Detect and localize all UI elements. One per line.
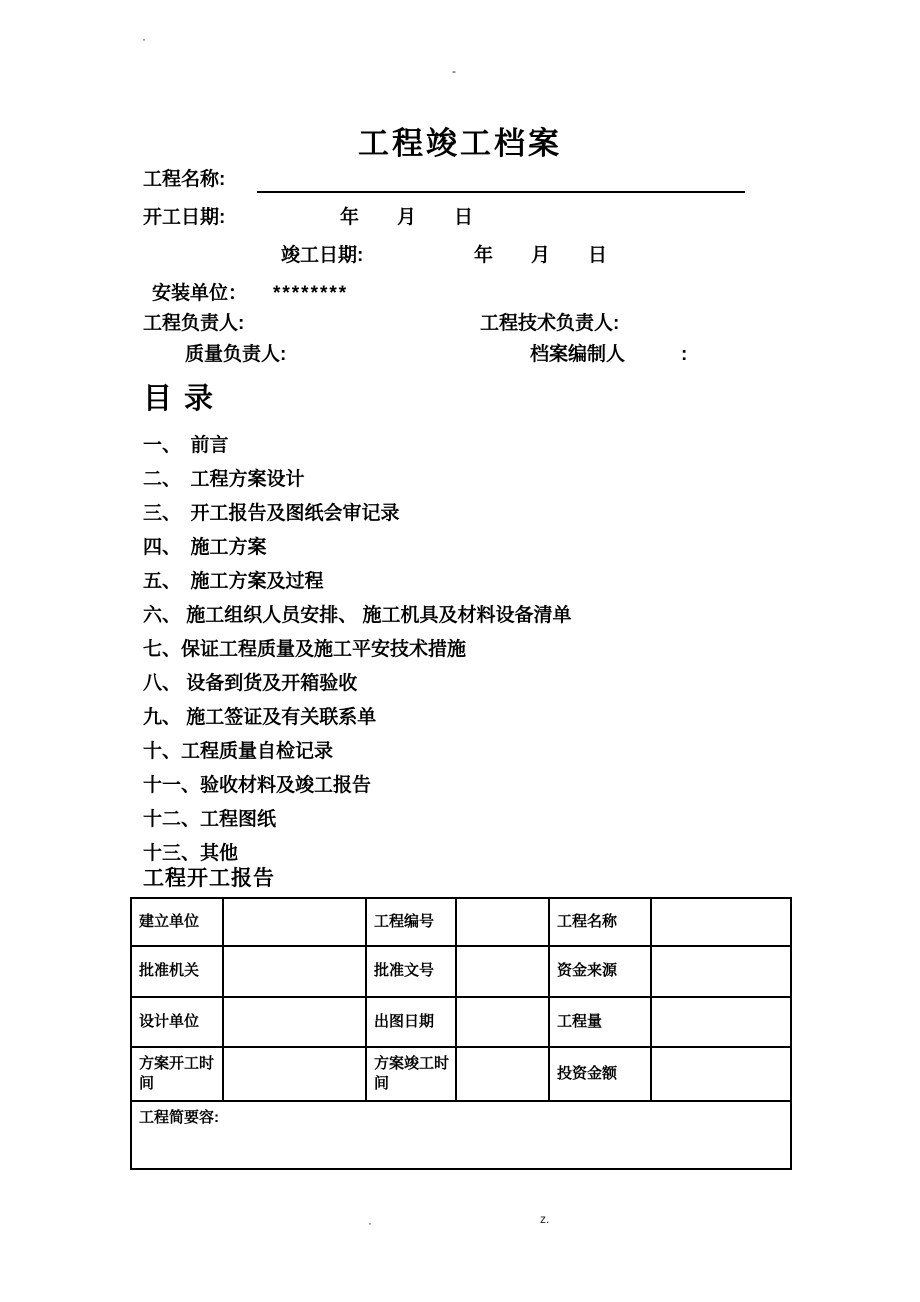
artifact-bottom-z: z. xyxy=(540,1212,550,1226)
table-label-cell: 批准机关 xyxy=(131,946,223,997)
table-value-cell xyxy=(223,898,366,946)
table-label-cell: 工程量 xyxy=(549,997,651,1047)
artifact-top-left-dot: · xyxy=(142,32,146,46)
toc-item-10: 十、工程质量自检记录 xyxy=(143,741,334,762)
install-unit-value: ******** xyxy=(273,283,349,304)
table-row xyxy=(131,946,791,997)
table-label-cell: 设计单位 xyxy=(131,997,223,1047)
table-value-cell xyxy=(651,997,791,1047)
toc-item-12: 十二、工程图纸 xyxy=(143,809,277,830)
table-row xyxy=(131,1047,791,1101)
table-value-cell xyxy=(651,946,791,997)
tech-manager-label: 工程技术负责人: xyxy=(480,313,620,334)
toc-item-9: 九、 施工签证及有关联系单 xyxy=(143,707,377,728)
quality-manager-label: 质量负责人: xyxy=(185,344,287,365)
table-label-cell: 批准文号 xyxy=(366,946,456,997)
project-manager-label: 工程负责人: xyxy=(143,313,245,334)
toc-item-4: 四、 施工方案 xyxy=(143,537,267,558)
project-name-label: 工程名称: xyxy=(143,169,226,190)
project-name-blank-line xyxy=(257,191,745,193)
table-value-cell xyxy=(456,946,549,997)
archive-editor-label: 档案编制人 xyxy=(530,344,626,365)
table-label-cell: 方案开工时间 xyxy=(131,1047,223,1101)
toc-item-5: 五、 施工方案及过程 xyxy=(143,571,324,592)
table-value-cell xyxy=(651,1047,791,1101)
toc-item-7: 七、保证工程质量及施工平安技术措施 xyxy=(143,639,467,660)
start-date-value: 年 月 日 xyxy=(340,207,474,228)
toc-item-13: 十三、其他 xyxy=(143,843,239,864)
document-title: 工程竣工档案 xyxy=(358,126,562,161)
table-value-cell xyxy=(456,1047,549,1101)
artifact-bottom-dot: · xyxy=(368,1216,372,1230)
toc-item-8: 八、 设备到货及开箱验收 xyxy=(143,673,358,694)
artifact-top-center-dash: - xyxy=(452,64,456,78)
start-report-table xyxy=(130,897,792,1170)
table-label-cell: 工程名称 xyxy=(549,898,651,946)
toc-heading: 目 录 xyxy=(143,383,216,415)
table-value-cell xyxy=(456,898,549,946)
install-unit-label: 安装单位： xyxy=(152,283,248,304)
table-row xyxy=(131,898,791,946)
archive-editor-colon: : xyxy=(681,344,688,365)
table-label-cell: 方案竣工时间 xyxy=(366,1047,456,1101)
table-label-cell: 建立单位 xyxy=(131,898,223,946)
table-label-cell: 资金来源 xyxy=(549,946,651,997)
start-date-label: 开工日期: xyxy=(143,207,226,228)
toc-item-3: 三、 开工报告及图纸会审记录 xyxy=(143,503,400,524)
table-value-cell xyxy=(223,1047,366,1101)
table-value-cell xyxy=(223,946,366,997)
project-summary-cell: 工程简要容: xyxy=(131,1101,791,1169)
report-heading: 工程开工报告 xyxy=(143,867,275,890)
table-label-cell: 出图日期 xyxy=(366,997,456,1047)
table-value-cell xyxy=(456,997,549,1047)
table-label-cell: 工程编号 xyxy=(366,898,456,946)
toc-item-1: 一、 前言 xyxy=(143,435,229,456)
table-value-cell xyxy=(651,898,791,946)
toc-item-11: 十一、验收材料及竣工报告 xyxy=(143,775,372,796)
table-row xyxy=(131,1101,791,1169)
table-value-cell xyxy=(223,997,366,1047)
completion-date-value: 年 月 日 xyxy=(474,245,608,266)
toc-item-2: 二、 工程方案设计 xyxy=(143,469,305,490)
table-label-cell: 投资金额 xyxy=(549,1047,651,1101)
completion-date-label: 竣工日期: xyxy=(281,245,364,266)
table-row xyxy=(131,997,791,1047)
toc-item-6: 六、 施工组织人员安排、 施工机具及材料设备清单 xyxy=(143,605,572,626)
